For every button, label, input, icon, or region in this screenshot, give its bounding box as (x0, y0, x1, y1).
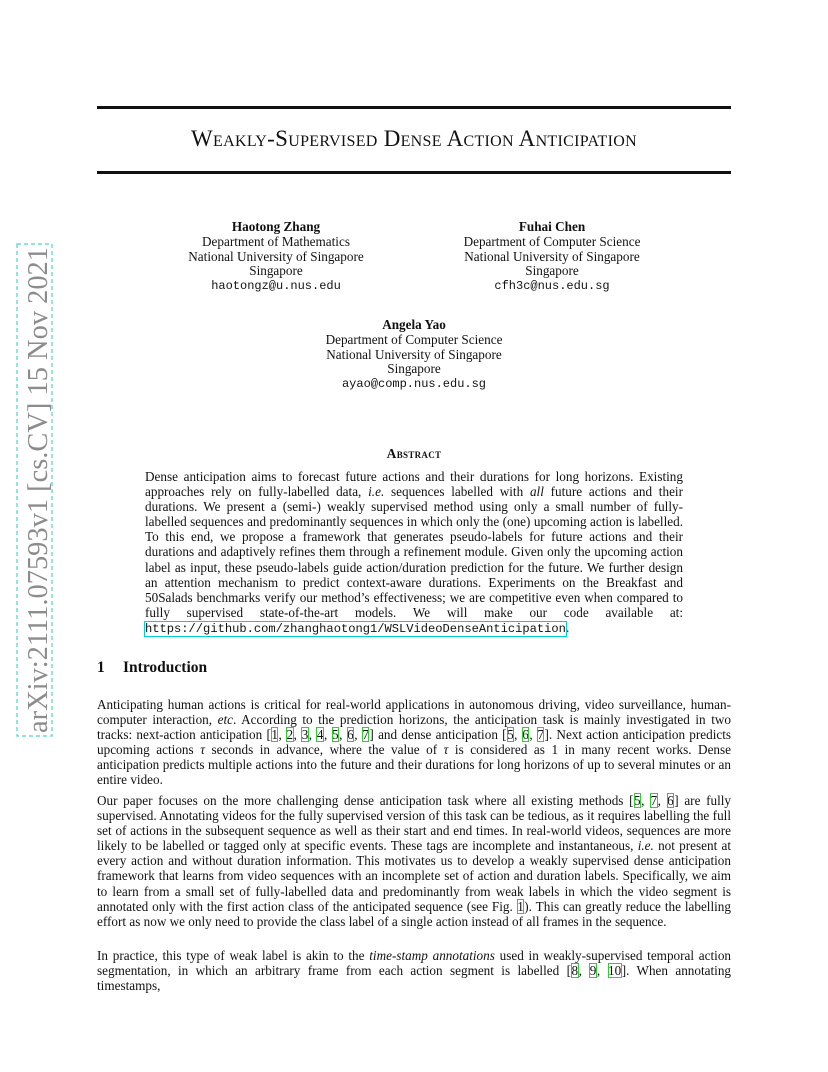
author-email: haotongz@u.nus.edu (211, 279, 341, 294)
emph: time-stamp annotations (369, 948, 495, 963)
author-department: Department of Computer Science (463, 233, 641, 249)
text: ] are fully supervised. Annotating videos for the fully supervised version of this task can be tedious, as it requires labelling the full set of actions in the subsequent sequence as well as their start and end times. In real-world videos, sequences are more likely to be labelled or tagged only at specific events. These tags are incomplete and instantaneous, (97, 793, 732, 854)
citation-link[interactable]: 9 (589, 963, 597, 979)
author-block (176, 220, 376, 294)
arxiv-identifier: arXiv:2111.07593v1 [cs.CV] 15 Nov 2021 (23, 245, 54, 733)
paragraph: Our paper focuses on the more challenging dense anticipation task where all existing methods [5, 7, 6] are fully supervised. Annotating videos for the fully supervised version of this task can be tedious, as it requires labelling the full set of actions in the subsequent sequence as well as their start and end times. In real-world videos, sequences are more likely to be labelled or tagged only at specific events. These tags are incomplete and instantaneous, i.e. not present at every action and without duration information. This motivates us to develop a weakly supervised dense anticipation framework that learns from video sequences with an incomplete set of action and duration labels. Specifically, we aim to learn from a small set of fully-labelled data and predominantly from weak labels in which the video segment is annotated only with the first action class of the anticipated sequence (see Fig. 1). This can greatly reduce the labelling effort as now we only need to provide the class label of a single action instead of all frames in the sequence. (97, 793, 732, 929)
text: In practice, this type of weak label is akin to the (97, 948, 370, 963)
author-name: Angela Yao (382, 317, 446, 332)
text: . According to the prediction horizons, the anticipation task is mainly investigated in two tracks: next-action anticipation [ (97, 712, 731, 743)
text: not present at every action and without duration information. This motivates us to develop a weakly supervised dense anticipation framework that learns from video sequences with an incomplete set of action and duration labels. Specifically, we aim to learn from a small set of fully-labelled data and predominantly from weak labels in which the video segment is annotated only with the first action class of the anticipated sequence (see Fig. (97, 838, 731, 914)
abstract-text: future actions and their durations. We present a (semi-) weakly supervised method using only a small number of fully-labelled sequences and predominantly sequences in which only the (one) upcoming action is labelled. To this end, we propose a framework that generates pseudo-labels for future actions and their durations and adaptively refines them through a refinement module. Given only the upcoming action label as input, these pseudo-labels guide action/duration prediction for the future. We further design an attention mechanism to predict context-aware durations. Experiments on the Breakfast and 50Salads benchmarks verify our method’s effectiveness; we are competitive even when compared to fully supervised state-of-the-art models. We will make our code available at: (145, 484, 683, 620)
text: Anticipating human actions is critical for real-world applications in autonomous driving, video surveillance, human-computer interaction, (97, 697, 731, 728)
text: ). This can greatly reduce the labelling effort as now we only need to provide the class label of a single action instead of all frames in the sequence. (97, 898, 731, 929)
author-country: Singapore (525, 263, 579, 279)
author-university: National University of Singapore (464, 248, 640, 264)
citation-link[interactable]: 2 (286, 727, 294, 743)
text: Our paper focuses on the more challenging dense anticipation task where all existing methods [ (97, 793, 634, 808)
text: is considered as 1 in many recent works. Dense anticipation predicts multiple actions into the future and their durations for long horizons of up to several minutes or an entire video. (97, 742, 732, 788)
abstract-text: . (565, 619, 570, 635)
citation-link[interactable]: 5 (634, 793, 641, 808)
abstract-emph: i.e. (368, 484, 385, 500)
abstract-emph: all (529, 484, 544, 500)
citation-link[interactable]: 7 (650, 793, 658, 808)
emph: etc (217, 712, 234, 728)
text: ]. Next action anticipation predicts upcoming actions (97, 727, 732, 758)
emph: i.e. (637, 838, 654, 854)
citation-link[interactable]: 6 (522, 727, 529, 743)
math-symbol: τ (200, 742, 205, 758)
citation-link[interactable]: 3 (301, 727, 309, 743)
section-heading (97, 659, 207, 677)
figure-link[interactable]: 1 (517, 898, 524, 914)
author-department: Department of Computer Science (325, 331, 503, 347)
text: ]. When annotating timestamps, (97, 963, 732, 994)
title-rule-bottom (97, 171, 731, 174)
paragraph: In practice, this type of weak label is akin to the time-stamp annotations used in weakly-supervised temporal action segmentation, in which an arbitrary frame from each action segment is labelled [8, 9, 10]. When annotating timestamps, (97, 948, 732, 994)
author-block (314, 318, 514, 392)
paragraph: Anticipating human actions is critical for real-world applications in autonomous driving, video surveillance, human-computer interaction, etc. According to the prediction horizons, the anticipation task is mainly investigated in two tracks: next-action anticipation [1, 2, 3, 4, 5, 6, 7] and dense anticipation [5, 6, 7]. Next action anticipation predicts upcoming actions τ seconds in advance, where the value of τ is considered as 1 in many recent works. Dense anticipation predicts multiple actions into the future and their durations for long horizons of up to several minutes or an entire video. (97, 697, 732, 788)
citation-link[interactable]: 7 (362, 727, 369, 743)
citation-link[interactable]: 8 (571, 963, 579, 979)
author-email: cfh3c@nus.edu.sg (494, 279, 610, 294)
author-university: National University of Singapore (326, 346, 502, 362)
text: used in weakly-supervised temporal action segmentation, in which an arbitrary frame from each action segment is labelled [ (97, 948, 732, 979)
citation-link[interactable]: 7 (537, 727, 544, 743)
author-name: Fuhai Chen (518, 219, 586, 234)
title-rule-top (97, 106, 731, 109)
author-name: Haotong Zhang (231, 219, 321, 234)
citation-link[interactable]: 6 (667, 793, 674, 808)
abstract-text: Dense anticipation aims to forecast future actions and their durations for long horizons. Existing approaches rely on fully-labelled data, (145, 469, 683, 500)
citation-link[interactable]: 6 (347, 727, 354, 743)
section-number: 1 (97, 659, 105, 676)
citation-link[interactable]: 4 (316, 727, 324, 743)
citation-link[interactable]: 5 (507, 727, 514, 743)
math-symbol: τ (443, 742, 449, 758)
citation-link[interactable]: 10 (608, 963, 622, 979)
text: ] and dense anticipation [ (369, 727, 507, 743)
text: seconds in advance, where the value of (204, 742, 444, 758)
code-link[interactable]: https://github.com/zhanghaotong1/WSLVideoDenseAnticipation (145, 621, 566, 636)
citation-link[interactable]: 5 (332, 727, 339, 743)
arxiv-side-stamp[interactable] (14, 240, 54, 740)
abstract-heading: Abstract (386, 446, 442, 461)
author-university: National University of Singapore (188, 248, 364, 264)
author-email: ayao@comp.nus.edu.sg (341, 377, 487, 392)
author-department: Department of Mathematics (202, 233, 350, 249)
abstract-body (145, 469, 683, 637)
citation-link[interactable]: 1 (271, 727, 278, 743)
abstract-text: sequences labelled with (384, 484, 530, 500)
author-country: Singapore (249, 263, 303, 279)
section-title: Introduction (123, 659, 208, 676)
paper-title: Weakly-Supervised Dense Action Anticipation (191, 126, 637, 151)
author-country: Singapore (387, 361, 441, 377)
author-block (452, 220, 652, 294)
